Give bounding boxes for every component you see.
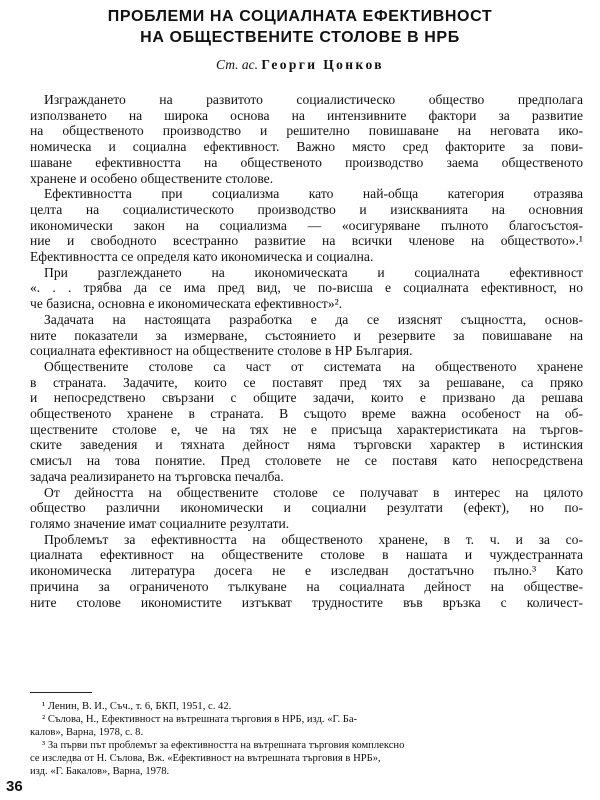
footnote-2-cont: калов», Варна, 1978, с. 8. (30, 727, 144, 738)
paragraph-2 (30, 186, 583, 265)
title-line-2: НА ОБЩЕСТВЕНИТЕ СТОЛОВЕ В НРБ (140, 29, 460, 46)
author-byline (0, 56, 600, 74)
article-title (0, 6, 600, 48)
page-number: 36 (6, 778, 23, 795)
author-name: Георги Цонков (261, 57, 384, 72)
paragraph-7 (30, 532, 583, 611)
paragraph-6 (30, 485, 583, 532)
text-line: смисъл на това понятие. Пред столовете не се поставя като непосредствена (30, 453, 583, 469)
text-line: Обществените столове са част от системата на общественото хранене (44, 358, 583, 374)
text-line: шаване ефективността на общественото производство заема общественото (30, 154, 583, 170)
text-line: задача реализирането на търговска печалба. (30, 468, 284, 484)
text-line: на общественото производство и решително повишаване на неговата ико- (30, 123, 583, 139)
text-line: в страната. Задачите, които се поставят пред тях за решаване, са пряко (30, 374, 583, 390)
text-line: използването на широка основа на интензивните фактори за развитие (30, 107, 583, 123)
text-line: че базисна, основна е икономическата ефективност»². (30, 296, 343, 312)
footnote-3-cont: се изследва от Н. Сълова, Вж. «Ефективност на вътрешната търговия в НРБ», (30, 753, 381, 764)
text-line: ските заведения и тяхната дейност няма търговски характер в истинския (30, 437, 583, 453)
footnotes (30, 700, 583, 778)
text-line: Изграждането на развитото социалистическо общество предполага (44, 92, 583, 107)
text-line: От дейността на обществените столове се получават в интерес на цялото (44, 484, 583, 500)
text-line: «. . . трябва да се има пред вид, че по-висша е социалната ефективност, но (30, 280, 583, 296)
text-line: голямо значение имат социалните резултати. (30, 515, 290, 531)
paragraph-1 (30, 92, 583, 186)
text-line: При разглеждането на икономическата и социалната ефективност (44, 264, 583, 280)
text-line: общество различни икономически и социални резултати (ефект), но по- (30, 500, 583, 516)
text-line: икономическа литература досега не е изследван достатъчно пълно.³ Като (30, 563, 583, 579)
text-line: ществените столове е, че на тях не е присъща характеристиката на търгов- (30, 421, 583, 437)
text-line: икономически закон на социализма — «осигуряване пълното благосъстоя- (30, 217, 583, 233)
text-line: причина за ограниченото тълкуване на социалната дейност на обществе- (30, 578, 583, 594)
author-rank: Ст. ас. (216, 57, 258, 72)
title-line-1: ПРОБЛЕМИ НА СОЦИАЛНАТА ЕФЕКТИВНОСТ (107, 8, 493, 25)
footnote-3: ³ За първи път проблемът за ефективността на вътрешната търговия комплексно (42, 740, 405, 751)
text-line: номическа и социална ефективност. Важно място сред факторите за пови- (30, 139, 583, 155)
paragraph-5 (30, 359, 583, 485)
text-line: общественото хранене в страната. В същото време важна особеност на об- (30, 406, 583, 422)
text-line: и непосредствено свързани с общите задачи, които е призвано да решава (30, 390, 583, 406)
text-line: ните столове икономистите изтъкват трудностите във връзка с количест- (30, 594, 583, 610)
text-line: социалната ефективност на обществените столове в НР България. (30, 343, 413, 359)
footnote-1: ¹ Ленин, В. И., Съч., т. 6, БКП, 1951, с. 42. (42, 701, 232, 712)
paragraph-3 (30, 265, 583, 312)
text-line: целта на социалистическото производство и изискванията на основния (30, 201, 583, 217)
text-line: ните показатели за измерване, състоянието и резервите за повишаване на (30, 327, 583, 343)
article-body (30, 92, 583, 610)
footnote-3-cont2: изд. «Г. Бакалов», Варна, 1978. (30, 766, 170, 777)
text-line: циалната ефективност на обществените столове в нашата и чуждестранната (30, 547, 583, 563)
text-line: Ефективността при социализма като най-обща категория отразява (44, 186, 583, 202)
text-line: ние и свободното всестранно развитие на всички членове на обществото».¹ (30, 233, 583, 249)
text-line: Проблемът за ефективността на общественото хранене, в т. ч. и за со- (44, 531, 583, 547)
text-line: Задачата на настоящата разработка е да се изяснят същността, основ- (44, 311, 583, 327)
text-line: Ефективността се определя като икономическа и социална. (30, 249, 374, 265)
paragraph-4 (30, 312, 583, 359)
footnote-2: ² Сълова, Н., Ефективност на вътрешната търговия в НРБ, изд. «Г. Ба- (42, 714, 358, 725)
text-line: хранене и особено обществените столове. (30, 170, 274, 186)
footnote-divider (30, 692, 92, 693)
